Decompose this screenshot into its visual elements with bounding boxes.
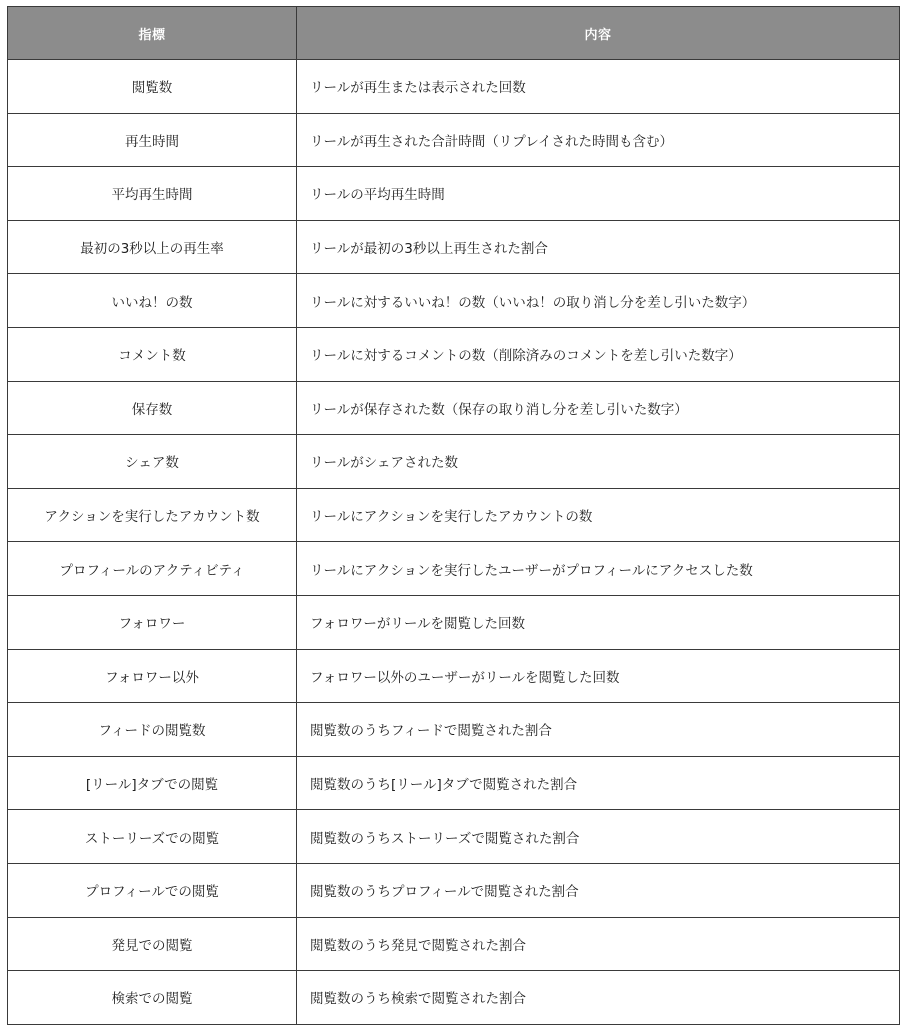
metric-name: フィードの閲覧数: [8, 703, 297, 757]
metric-name: 再生時間: [8, 113, 297, 167]
header-metric: 指標: [8, 7, 297, 60]
table-row: [8, 703, 900, 757]
metric-description: リールが再生された合計時間（リプレイされた時間も含む）: [297, 113, 900, 167]
metric-description: リールにアクションを実行したユーザーがプロフィールにアクセスした数: [297, 542, 900, 596]
metric-description: 閲覧数のうち[リール]タブで閲覧された割合: [297, 756, 900, 810]
table-row: [8, 220, 900, 274]
metric-description: 閲覧数のうちプロフィールで閲覧された割合: [297, 863, 900, 917]
table-row: [8, 917, 900, 971]
metrics-table: [7, 6, 900, 1025]
metric-description: リールが再生または表示された回数: [297, 60, 900, 114]
table-body: [8, 60, 900, 1025]
header-row: [8, 7, 900, 60]
table-row: [8, 274, 900, 328]
metric-description: リールの平均再生時間: [297, 167, 900, 221]
table-row: [8, 381, 900, 435]
metric-name: フォロワー以外: [8, 649, 297, 703]
metric-name: プロフィールのアクティビティ: [8, 542, 297, 596]
metric-name: いいね！の数: [8, 274, 297, 328]
table-row: [8, 327, 900, 381]
metric-name: ストーリーズでの閲覧: [8, 810, 297, 864]
metric-name: [リール]タブでの閲覧: [8, 756, 297, 810]
metric-name: アクションを実行したアカウント数: [8, 488, 297, 542]
table-row: [8, 542, 900, 596]
table-row: [8, 810, 900, 864]
table-row: [8, 971, 900, 1025]
table-row: [8, 167, 900, 221]
metric-description: フォロワーがリールを閲覧した回数: [297, 595, 900, 649]
metric-description: 閲覧数のうちストーリーズで閲覧された割合: [297, 810, 900, 864]
metric-name: 発見での閲覧: [8, 917, 297, 971]
table-row: [8, 595, 900, 649]
metric-name: コメント数: [8, 327, 297, 381]
metric-name: 閲覧数: [8, 60, 297, 114]
metric-name: プロフィールでの閲覧: [8, 863, 297, 917]
metric-description: リールにアクションを実行したアカウントの数: [297, 488, 900, 542]
table-row: [8, 113, 900, 167]
metric-name: 平均再生時間: [8, 167, 297, 221]
table-row: [8, 435, 900, 489]
metric-description: リールに対するコメントの数（削除済みのコメントを差し引いた数字）: [297, 327, 900, 381]
table-row: [8, 649, 900, 703]
metric-description: 閲覧数のうち発見で閲覧された割合: [297, 917, 900, 971]
table-row: [8, 488, 900, 542]
table-header: [8, 7, 900, 60]
metric-description: リールが最初の3秒以上再生された割合: [297, 220, 900, 274]
table-row: [8, 863, 900, 917]
table-row: [8, 756, 900, 810]
metric-name: シェア数: [8, 435, 297, 489]
table-row: [8, 60, 900, 114]
metric-description: リールが保存された数（保存の取り消し分を差し引いた数字）: [297, 381, 900, 435]
metric-description: フォロワー以外のユーザーがリールを閲覧した回数: [297, 649, 900, 703]
metric-description: 閲覧数のうちフィードで閲覧された割合: [297, 703, 900, 757]
metric-description: リールがシェアされた数: [297, 435, 900, 489]
metric-description: リールに対するいいね！の数（いいね！の取り消し分を差し引いた数字）: [297, 274, 900, 328]
metric-name: フォロワー: [8, 595, 297, 649]
metric-description: 閲覧数のうち検索で閲覧された割合: [297, 971, 900, 1025]
metric-name: 保存数: [8, 381, 297, 435]
metric-name: 検索での閲覧: [8, 971, 297, 1025]
header-content: 内容: [297, 7, 900, 60]
metric-name: 最初の3秒以上の再生率: [8, 220, 297, 274]
